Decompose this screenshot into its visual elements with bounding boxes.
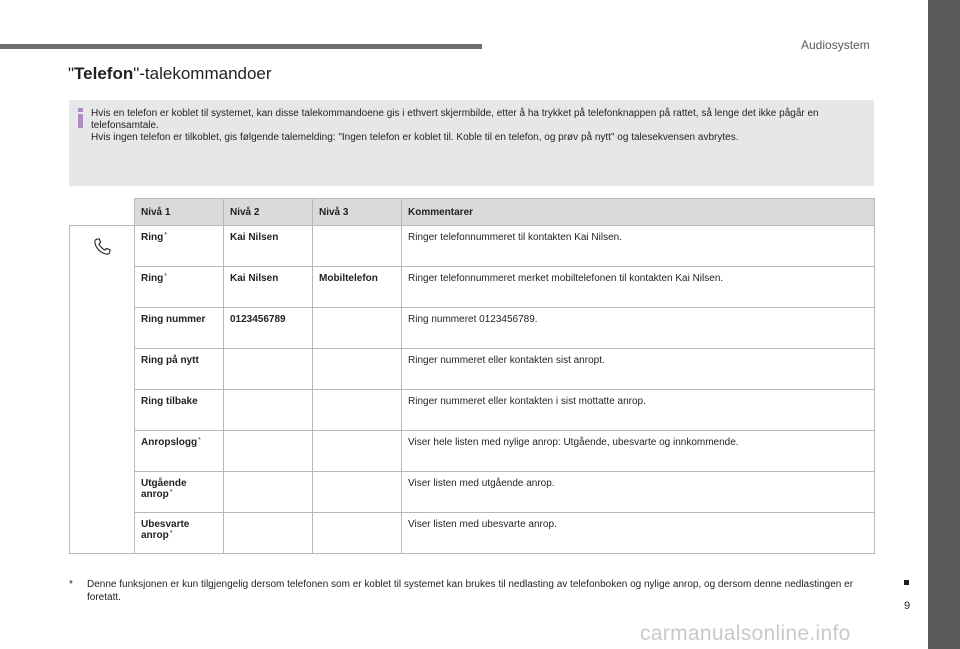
header-blank [70,199,135,226]
cell-level-3 [313,513,402,554]
cell-level-3 [313,390,402,431]
header-rule [0,44,482,49]
cell-level-2 [224,349,313,390]
cell-level-3: Mobiltelefon [313,267,402,308]
voice-command-table [69,198,875,554]
cell-level-1: Utgående anrop* [135,472,224,513]
title-bold: Telefon [74,64,134,83]
section-title: Audiosystem [801,38,870,52]
footnote-text: Denne funksjonen er kun tilgjengelig dersom telefonen som er koblet til systemet kan brukes til nedlasting av telefonboken og nylige anrop, og dersom denne nedlastingen er foretatt. [87,579,854,603]
phone-icon [91,236,113,258]
cell-level-1: Ring tilbake [135,390,224,431]
cell-level-2: Kai Nilsen [224,267,313,308]
cell-level-2 [224,513,313,554]
table-row [70,349,875,390]
cell-comment: Ringer telefonnummeret til kontakten Kai Nilsen. [402,226,875,267]
header-level-2: Nivå 2 [224,199,313,226]
cell-level-2 [224,431,313,472]
right-sidebar-band [928,0,960,649]
info-icon [76,108,86,128]
cell-level-1: Ubesvarte anrop* [135,513,224,554]
header-level-3: Nivå 3 [313,199,402,226]
table-row [70,472,875,513]
table-header-row [70,199,875,226]
cell-level-1: Ring nummer [135,308,224,349]
cell-comment: Viser hele listen med nylige anrop: Utgående, ubesvarte og innkommende. [402,431,875,472]
info-box [69,100,874,186]
cell-level-2 [224,472,313,513]
cell-level-1: Anropslogg* [135,431,224,472]
cell-level-3 [313,472,402,513]
table-row [70,308,875,349]
title-quote: " [68,64,75,83]
page-marker [904,580,909,585]
cell-level-3 [313,431,402,472]
info-line-1: Hvis en telefon er koblet til systemet, kan disse talekommandoene gis i ethvert skjermbilde, etter å ha trykket på telefonknappen på rattet, så lenge det ikke pågår en telefonsamtale. [91,108,819,131]
info-line-2: Hvis ingen telefon er tilkoblet, gis følgende talemelding: "Ingen telefon er koblet til. Koble til en telefon, og prøv på nytt" og talesekvensen avbrytes. [91,132,739,143]
table-row [70,226,875,267]
table-row [70,267,875,308]
cell-level-2: 0123456789 [224,308,313,349]
cell-level-1: Ring* [135,267,224,308]
footnote [69,578,859,604]
cell-level-2 [224,390,313,431]
phone-icon-cell [70,226,135,554]
cell-level-1: Ring på nytt [135,349,224,390]
cell-comment: Ring nummeret 0123456789. [402,308,875,349]
cell-level-3 [313,308,402,349]
title-rest: "-talekommandoer [133,64,272,83]
page-title [68,64,272,84]
cell-level-3 [313,226,402,267]
cell-level-3 [313,349,402,390]
table-row [70,431,875,472]
cell-comment: Ringer telefonnummeret merket mobiltelefonen til kontakten Kai Nilsen. [402,267,875,308]
cell-level-1: Ring* [135,226,224,267]
table-row [70,390,875,431]
cell-comment: Ringer nummeret eller kontakten sist anropt. [402,349,875,390]
footnote-marker: * [69,579,73,590]
table-row [70,513,875,554]
cell-comment: Ringer nummeret eller kontakten i sist mottatte anrop. [402,390,875,431]
cell-comment: Viser listen med ubesvarte anrop. [402,513,875,554]
page-number: 9 [904,600,911,612]
header-comments: Kommentarer [402,199,875,226]
watermark: carmanualsonline.info [640,622,851,645]
cell-comment: Viser listen med utgående anrop. [402,472,875,513]
cell-level-2: Kai Nilsen [224,226,313,267]
info-text [91,108,869,144]
header-level-1: Nivå 1 [135,199,224,226]
